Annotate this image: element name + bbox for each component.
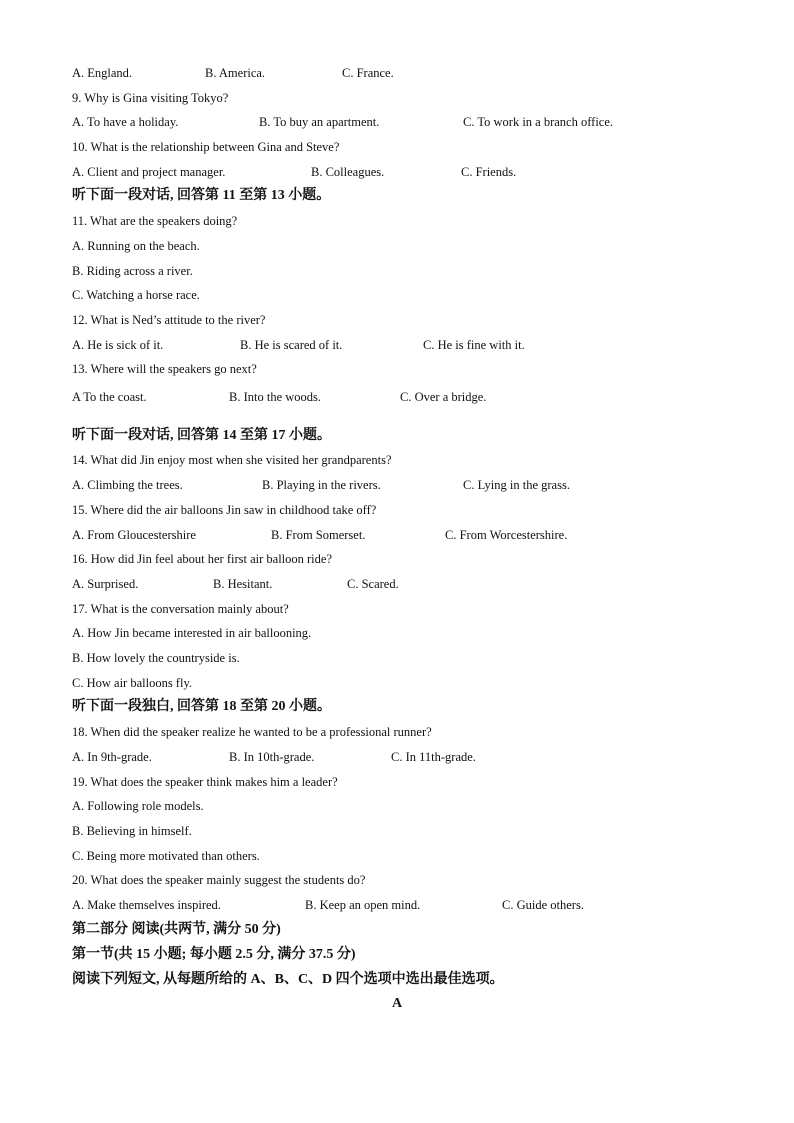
q11-option-a: A. Running on the beach.: [72, 239, 200, 253]
q20-option-c: C. Guide others.: [502, 898, 584, 912]
q11-option-b: B. Riding across a river.: [72, 264, 193, 278]
q15-option-a: A. From Gloucestershire: [72, 528, 196, 542]
q12-stem: 12. What is Ned’s attitude to the river?: [72, 313, 266, 327]
q11-option-c: C. Watching a horse race.: [72, 288, 200, 302]
q10-option-c: C. Friends.: [461, 165, 517, 179]
section-heading-14-17: 听下面一段对话, 回答第 14 至第 17 小题。: [72, 428, 331, 443]
q11-stem: 11. What are the speakers doing?: [72, 214, 238, 228]
q14-option-c: C. Lying in the grass.: [463, 478, 570, 492]
q9-stem: 9. Why is Gina visiting Tokyo?: [72, 91, 229, 105]
q16-stem: 16. How did Jin feel about her first air balloon ride?: [72, 552, 332, 566]
q19-option-a: A. Following role models.: [72, 799, 204, 813]
q16-option-c: C. Scared.: [347, 577, 399, 591]
q17-option-b: B. How lovely the countryside is.: [72, 651, 240, 665]
q15-option-b: B. From Somerset.: [271, 528, 366, 542]
section-heading-11-13: 听下面一段对话, 回答第 11 至第 13 小题。: [72, 188, 331, 203]
q20-option-a: A. Make themselves inspired.: [72, 898, 221, 912]
q12-option-a: A. He is sick of it.: [72, 338, 164, 352]
q20-stem: 20. What does the speaker mainly suggest the students do?: [72, 873, 366, 887]
q13-option-b: B. Into the woods.: [229, 390, 322, 404]
reading-instructions: 阅读下列短文, 从每题所给的 A、B、C、D 四个选项中选出最佳选项。: [72, 972, 504, 987]
q18-option-c: C. In 11th-grade.: [391, 750, 476, 764]
q9-option-c: C. To work in a branch office.: [463, 115, 614, 129]
q17-stem: 17. What is the conversation mainly about?: [72, 602, 289, 616]
q12-option-b: B. He is scared of it.: [240, 338, 343, 352]
q10-option-b: B. Colleagues.: [311, 165, 385, 179]
q14-stem: 14. What did Jin enjoy most when she visited her grandparents?: [72, 453, 392, 467]
q13-stem: 13. Where will the speakers go next?: [72, 362, 257, 376]
q12-option-c: C. He is fine with it.: [423, 338, 525, 352]
q20-option-b: B. Keep an open mind.: [305, 898, 421, 912]
q19-option-c: C. Being more motivated than others.: [72, 849, 260, 863]
q15-option-c: C. From Worcestershire.: [445, 528, 568, 542]
q14-option-a: A. Climbing the trees.: [72, 478, 183, 492]
section-heading-18-20: 听下面一段独白, 回答第 18 至第 20 小题。: [72, 699, 331, 714]
q17-option-a: A. How Jin became interested in air ballooning.: [72, 626, 312, 640]
q9-option-b: B. To buy an apartment.: [259, 115, 380, 129]
q13-option-a: A To the coast.: [72, 390, 147, 404]
q17-option-c: C. How air balloons fly.: [72, 676, 193, 690]
part-two-heading: 第二部分 阅读(共两节, 满分 50 分): [72, 922, 281, 937]
q8-option-a: A. England.: [72, 66, 133, 80]
section-one-heading: 第一节(共 15 小题; 每小题 2.5 分, 满分 37.5 分): [72, 947, 356, 962]
q19-stem: 19. What does the speaker think makes him a leader?: [72, 775, 338, 789]
q8-option-b: B. America.: [205, 66, 266, 80]
q10-option-a: A. Client and project manager.: [72, 165, 226, 179]
q15-stem: 15. Where did the air balloons Jin saw in childhood take off?: [72, 503, 377, 517]
q19-option-b: B. Believing in himself.: [72, 824, 192, 838]
q13-option-c: C. Over a bridge.: [400, 390, 487, 404]
q14-option-b: B. Playing in the rivers.: [262, 478, 381, 492]
q18-stem: 18. When did the speaker realize he wanted to be a professional runner?: [72, 725, 432, 739]
q18-option-b: B. In 10th-grade.: [229, 750, 315, 764]
q9-option-a: A. To have a holiday.: [72, 115, 179, 129]
q8-option-c: C. France.: [342, 66, 394, 80]
passage-label: A: [391, 996, 403, 1011]
q10-stem: 10. What is the relationship between Gina and Steve?: [72, 140, 340, 154]
q18-option-a: A. In 9th-grade.: [72, 750, 152, 764]
q16-option-a: A. Surprised.: [72, 577, 139, 591]
q16-option-b: B. Hesitant.: [213, 577, 273, 591]
